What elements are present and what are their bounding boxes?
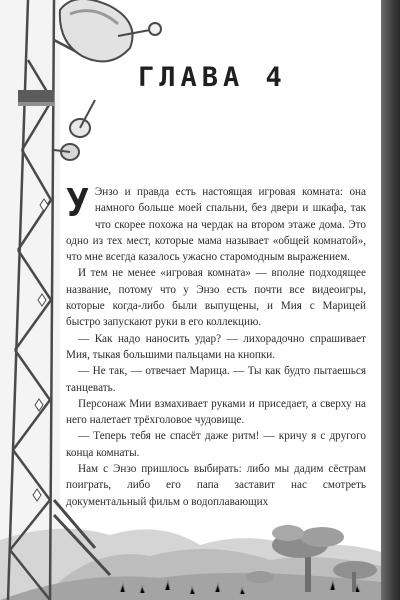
satellite-dish-icon [60, 0, 161, 61]
paragraph: — Теперь тебя не спасёт даже ритм! — кричу я с другого конца комнаты. [66, 430, 366, 459]
paragraph: Персонаж Мии взмахивает руками и приседает, а сверху на него налетает трёхголовое чудовище. [66, 397, 366, 427]
paragraph: Нам с Энзо пришлось выбирать: либо мы дадим сёстрам поиграть, либо его папа заставит нас смотреть документальный фильм о водоплавающих [66, 463, 366, 508]
book-edge [381, 0, 400, 600]
paragraph [66, 181, 366, 265]
paragraph: — Не так, — отвечает Марица. — Ты как будто пытаешься танцевать. [66, 365, 366, 394]
paragraph: — Как надо наносить удар? — лихорадочно спрашивает Мия, тыкая большими пальцами на кнопки. [66, 332, 366, 361]
chapter-title: ГЛАВА 4 [138, 62, 287, 93]
paragraph-text: Энзо и правда есть настоящая игровая комната: она намного больше моей спальни, без двери и шкафа, так что скорее похожа на чердак на втором этаже дома. Это одно из тех мест, которые мама называет «общей комнатой», что мне всегда казалось ужасно старомодным выражением. [66, 186, 366, 264]
drop-cap: У [66, 181, 89, 225]
chapter-body [66, 181, 366, 510]
paragraph: И тем не менее «игровая комната» — вполне подходящее название, потому что у Энзо есть почти все видеоигры, которые когда-либо были выпущены, и Мия с Марицей быстро запускают руки в его коллекцию. [66, 267, 366, 329]
